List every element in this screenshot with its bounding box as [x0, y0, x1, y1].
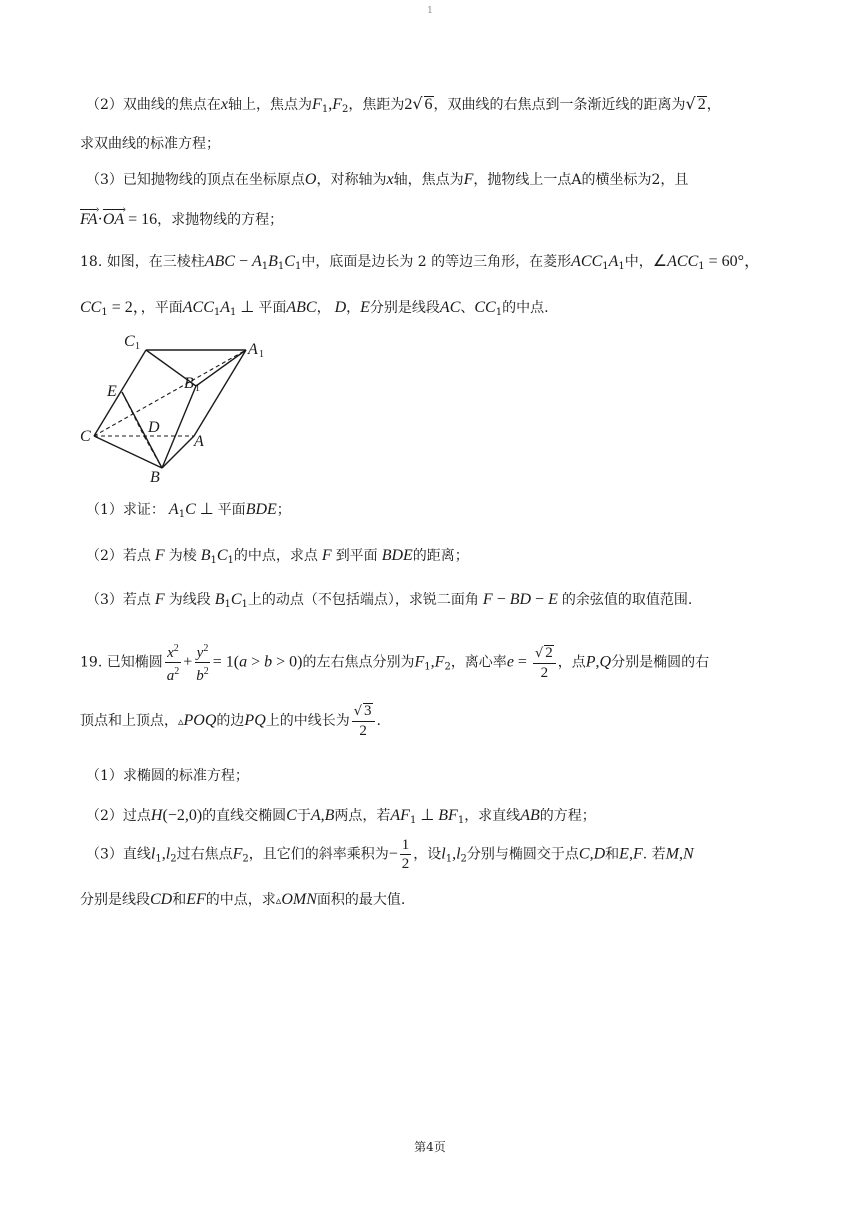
text: 分别是线段	[80, 892, 150, 908]
prism-figure	[78, 330, 278, 490]
text: 19. 已知椭圆	[80, 654, 163, 671]
text: 两点，若	[334, 808, 391, 824]
text: 的方程；	[539, 808, 596, 824]
edge-b1b	[162, 386, 196, 468]
text: 上的动点（不包括端点），求锐二面角	[247, 592, 479, 608]
q19-sub2: （2）过点H(−2,0)的直线交椭圆C于A,B两点，若$AF_1$ ⊥ $BF_1$，求直线AB的方程；	[86, 807, 596, 826]
label-c: C	[80, 428, 91, 445]
text: 平面	[217, 502, 246, 518]
text: ，抛物线上一点A的横坐标为2，且	[473, 172, 689, 188]
text: 分别是椭圆的右	[611, 654, 710, 671]
text: ，平面	[140, 300, 183, 316]
text: ，焦距为	[348, 97, 405, 113]
q17-part3-line1: （3）已知抛物线的顶点在坐标原点O，对称轴为x轴，焦点为F，抛物线上一点A的横坐标为2，且	[86, 171, 689, 188]
q18-sub2: （2）若点 F 为棱 $B_1C_1$的中点，求点 F 到平面 BDE的距离；	[86, 547, 469, 566]
text: 的中点，求点	[233, 548, 318, 564]
text: （1）求证：	[86, 502, 165, 518]
label-e: E	[107, 383, 117, 400]
text: 的直线交椭圆	[202, 808, 287, 824]
text: ，	[706, 97, 721, 113]
text: ，且它们的斜率乘积为	[248, 846, 389, 863]
text: 为线段	[168, 592, 211, 608]
q17-part2-line2: 求双曲线的标准方程；	[80, 136, 220, 152]
text: 到平面	[335, 548, 378, 564]
text: ，双曲线的右焦点到一条渐近线的距离为	[433, 97, 686, 113]
text: ；	[276, 502, 291, 518]
dashed-ed	[122, 392, 144, 436]
q18-sub3: （3）若点 F 为线段 $B_1C_1$上的动点（不包括端点），求锐二面角 F − BD − E 的余弦值的取值范围.	[86, 591, 693, 610]
text: 为棱	[168, 548, 197, 564]
text: .	[376, 713, 381, 729]
text: 分别是线段	[369, 300, 440, 316]
text: 的边	[216, 713, 245, 729]
label-a1-sub: 1	[259, 349, 264, 360]
text: ，设	[413, 846, 442, 863]
text: （3）直线	[86, 846, 151, 863]
q18-line2: $CC_1 = 2$，，平面$ACC_1A_1$ ⊥ 平面ABC， D，E分别是线段AC、$CC_1$的中点.	[80, 299, 549, 318]
text: 分别与椭圆交于点	[466, 846, 579, 863]
q19-line2: 顶点和上顶点，▵POQ的边PQ上的中线长为 $\frac{√ 3}{2}$ .	[80, 703, 381, 739]
text: 轴，焦点为	[393, 172, 464, 188]
text: ，离心率	[450, 654, 507, 671]
text: ，求直线	[464, 808, 521, 824]
text: 的中点.	[502, 300, 549, 316]
q19-sub1: （1）求椭圆的标准方程；	[86, 768, 249, 784]
label-b: B	[150, 469, 160, 486]
text: 中，	[624, 254, 653, 270]
text: 面积的最大值.	[316, 892, 406, 908]
text: 的距离；	[412, 548, 469, 564]
text: 和	[172, 892, 187, 908]
label-b1-sub: 1	[195, 383, 200, 394]
edge-cb	[94, 436, 162, 468]
text: 于	[296, 808, 311, 824]
text: 顶点和上顶点，	[80, 713, 178, 729]
text: （3）已知抛物线的顶点在坐标原点	[86, 172, 305, 188]
header-mark: 1	[427, 6, 433, 16]
text: 的余弦值的取值范围.	[561, 592, 693, 608]
label-c1-sub: 1	[135, 341, 140, 352]
label-c1: C	[124, 333, 135, 350]
q18-sub1: （1）求证： $A_1C$ ⊥ 平面BDE；	[86, 501, 291, 520]
text: （2）过点	[86, 808, 151, 824]
label-a1: A	[248, 341, 258, 358]
q19-sub3-line2: 分别是线段CD和EF的中点，求▵OMN面积的最大值.	[80, 891, 406, 908]
text: 的左右焦点分别为	[302, 654, 415, 671]
text: （2）双曲线的焦点在	[86, 97, 221, 113]
label-a: A	[194, 433, 204, 450]
label-d: D	[148, 419, 160, 436]
text: （2）若点	[86, 548, 151, 564]
edge-a1a	[194, 350, 246, 436]
q17-part2-line1: （2）双曲线的焦点在x轴上，焦点为$F_1,F_2$，焦距为2√ 6，双曲线的右焦点到一条渐近线的距离为√ 2，	[86, 94, 721, 115]
text: ，	[316, 300, 331, 316]
q19-line1: 19. 已知椭圆 $\frac{x^2}{a^2}$ + $\frac{y^2}{b^2}$ = 1(a > b > 0)的左右焦点分别为$F_1,F_2$，离心率e = $\frac{√ 2}{2}$ ，点P,Q分别是椭圆的右	[80, 640, 709, 680]
text: 、	[460, 300, 475, 316]
edge-ba	[162, 436, 194, 468]
text: （3）若点	[86, 592, 151, 608]
text: ，	[346, 300, 361, 316]
text: ，求抛物线的方程；	[157, 212, 284, 228]
text: ，对称轴为	[316, 172, 387, 188]
q17-part3-line2: FA ›·OA › = 16，求抛物线的方程；	[80, 210, 283, 230]
text: . 若	[642, 846, 666, 863]
text: 过右焦点	[176, 846, 233, 863]
q18-line1: 18. 如图，在三棱柱ABC − $A_1B_1C_1$中，底面是边长为 2 的等边三角形，在菱形$ACC_1A_1$中，$\angle ACC_1 = 60^\circ$，	[80, 253, 761, 272]
text: 轴上，焦点为	[228, 97, 313, 113]
text: 18. 如图，在三棱柱	[80, 254, 205, 270]
label-b1: B	[184, 375, 194, 392]
edge-b1a1	[196, 350, 246, 386]
text: 和	[605, 846, 620, 863]
dashed-ca1	[94, 350, 246, 436]
text: ，点	[557, 654, 586, 671]
text: 中，底面是边长为 2 的等边三角形，在菱形	[301, 254, 572, 270]
text: 平面	[258, 300, 287, 316]
text: 上的中线长为	[265, 713, 350, 729]
text: 的中点，求	[205, 892, 276, 908]
q19-sub3-line1: （3）直线$l_1,l_2$过右焦点$F_2$，且它们的斜率乘积为− $\frac{1}{2}$ ，设$l_1,l_2$分别与椭圆交于点C,D和E,F. 若M,N	[86, 837, 694, 872]
page-number: 第4页	[414, 1140, 446, 1154]
